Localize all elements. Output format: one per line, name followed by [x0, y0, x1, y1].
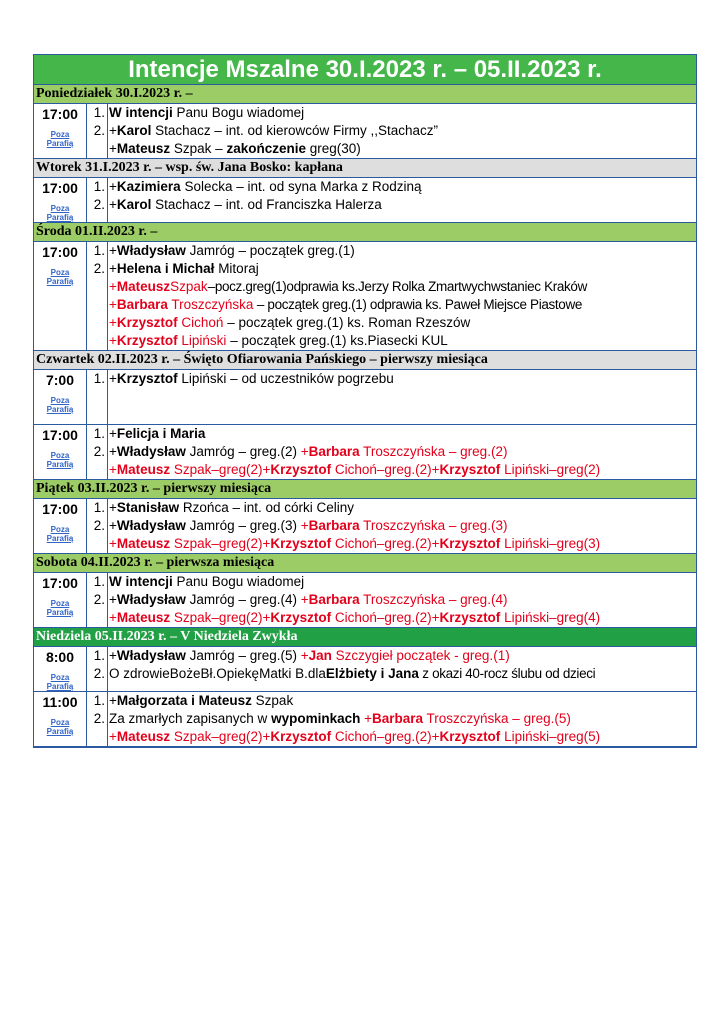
- intention-text: Jamróg – greg.(3): [185, 518, 301, 533]
- intention-line: [109, 425, 696, 443]
- intention-text: W intencji: [109, 574, 173, 589]
- intention-text: O zdrowieBożeBł.OpiekęMatki B.dla: [109, 666, 326, 681]
- mass-time: 17:00: [42, 427, 78, 443]
- intention-line: [109, 535, 696, 553]
- intention-lines: [108, 647, 696, 691]
- intention-text-red: Cichoń–greg.(2)+: [331, 462, 440, 477]
- intention-text: Kazimiera: [116, 179, 181, 194]
- poza-parafia-link[interactable]: Poza Parafią: [46, 451, 74, 469]
- intention-text-red: Cichoń–greg.(2)+: [331, 729, 440, 744]
- intention-text-red: +: [109, 610, 117, 625]
- intention-text: Panu Bogu wiadomej: [172, 105, 305, 120]
- intention-text: +: [109, 123, 117, 138]
- mass-block: [34, 425, 696, 480]
- intention-line: [109, 370, 696, 388]
- intention-text: Krzysztof: [116, 371, 178, 386]
- intention-number: 2.: [93, 711, 105, 726]
- mass-numbers: [87, 425, 108, 479]
- intention-line: [109, 178, 696, 196]
- intention-text-red: Troszczyńska – greg.(2): [359, 444, 508, 459]
- intention-text-red: Krzysztof: [116, 333, 178, 348]
- intention-number: 1.: [93, 574, 105, 589]
- intention-line: [109, 242, 696, 260]
- intention-text: Szpak: [251, 693, 294, 708]
- intention-number: 1.: [93, 648, 105, 663]
- intention-text-red: Barbara: [372, 711, 424, 726]
- days-container: [34, 85, 696, 747]
- intention-text: wypominkach: [271, 711, 361, 726]
- intention-lines: [108, 104, 696, 158]
- intention-text: Władysław: [116, 243, 186, 258]
- intention-text: z okazi 40-rocz ślubu od dzieci: [418, 666, 596, 681]
- intention-text: Władysław: [116, 592, 186, 607]
- mass-time-cell: [34, 242, 87, 350]
- intention-text-red: +: [109, 333, 117, 348]
- intention-text-red: Krzysztof: [116, 315, 178, 330]
- intention-text: Władysław: [116, 648, 186, 663]
- mass-time: 17:00: [42, 501, 78, 517]
- intention-text-red: Barbara: [308, 518, 360, 533]
- intention-text: Władysław: [116, 518, 186, 533]
- intention-text: Karol: [116, 123, 152, 138]
- intention-text-red: Barbara: [116, 297, 168, 312]
- intention-lines: [108, 370, 696, 424]
- mass-time: 11:00: [42, 694, 78, 710]
- intention-text-red: Mateusz: [116, 536, 171, 551]
- intention-text: Stachacz – int. od Franciszka Halerza: [151, 197, 382, 212]
- intention-number: 1.: [93, 500, 105, 515]
- mass-block: [34, 178, 696, 223]
- intention-line: [109, 260, 696, 278]
- mass-block: [34, 573, 696, 628]
- intention-text-red: Cichoń: [177, 315, 224, 330]
- intention-line: [109, 104, 696, 122]
- mass-time-cell: [34, 573, 87, 627]
- intention-lines: [108, 573, 696, 627]
- intention-number: 1.: [93, 426, 105, 441]
- mass-block: [34, 499, 696, 554]
- intention-number: 2.: [93, 261, 105, 276]
- intention-text: +: [109, 426, 117, 441]
- intention-text: Mateusz: [116, 141, 171, 156]
- intention-line: [109, 665, 696, 683]
- intention-text: +: [109, 179, 117, 194]
- day-header: Środa 01.II.2023 r. –: [34, 223, 696, 242]
- intention-text-red: +: [300, 444, 309, 459]
- intention-text: Jamróg – greg.(4): [185, 592, 301, 607]
- intention-text: –pocz.greg(1)odprawia ks.Jerzy Rolka Zmartwychwstaniec Kraków: [207, 279, 587, 294]
- intention-text-red: Mateusz: [116, 610, 171, 625]
- intention-text: Jamróg – greg.(2): [185, 444, 301, 459]
- intention-line: [109, 573, 696, 591]
- intention-text: +: [109, 141, 117, 156]
- intention-text-red: Krzysztof: [270, 462, 332, 477]
- intention-number: 1.: [93, 179, 105, 194]
- poza-parafia-link[interactable]: Poza Parafią: [46, 130, 74, 148]
- poza-parafia-link[interactable]: Poza Parafią: [46, 396, 74, 414]
- intention-text: Helena i Michał: [116, 261, 215, 276]
- mass-block: [34, 692, 696, 747]
- intention-text-red: +: [109, 729, 117, 744]
- intention-text-red: Mateusz: [116, 462, 171, 477]
- mass-time-cell: [34, 104, 87, 158]
- intention-text-red: +: [300, 648, 309, 663]
- intention-text: Stachacz – int. od kierowców Firmy ,,Stachacz”: [151, 123, 439, 138]
- mass-block: [34, 104, 696, 159]
- mass-block: [34, 370, 696, 425]
- mass-numbers: [87, 178, 108, 222]
- intention-text-red: +: [109, 279, 117, 294]
- mass-numbers: [87, 499, 108, 553]
- intention-text-red: Jan: [308, 648, 332, 663]
- intention-text-red: Lipiński–greg(2): [500, 462, 601, 477]
- intention-text: greg(30): [305, 141, 361, 156]
- intention-text-red: +: [109, 462, 117, 477]
- intention-text-red: Krzysztof: [270, 536, 332, 551]
- intention-number: 1.: [93, 243, 105, 258]
- intention-line: [109, 406, 696, 424]
- mass-time-cell: [34, 370, 87, 424]
- poza-parafia-link[interactable]: Poza Parafią: [46, 718, 74, 736]
- intention-text-red: Szpak–greg(2)+: [170, 610, 271, 625]
- intention-line: [109, 388, 696, 406]
- intention-number: 1.: [93, 371, 105, 386]
- intention-number: 2.: [93, 123, 105, 138]
- intention-text: Panu Bogu wiadomej: [172, 574, 305, 589]
- mass-time: 7:00: [45, 372, 75, 388]
- intention-number: 2.: [93, 666, 105, 681]
- intention-text-red: Mateusz: [116, 279, 171, 294]
- intention-text: zakończenie: [226, 141, 306, 156]
- mass-block: [34, 242, 696, 351]
- intention-text-red: +: [109, 315, 117, 330]
- intention-line: [109, 499, 696, 517]
- poza-parafia-link[interactable]: Poza Parafią: [46, 673, 74, 691]
- intention-line: [109, 140, 696, 158]
- intention-text-red: Cichoń–greg.(2)+: [331, 610, 440, 625]
- intention-text-red: Szpak: [170, 279, 208, 294]
- intention-text: W intencji: [109, 105, 173, 120]
- intention-lines: [108, 499, 696, 553]
- intention-text: – początek greg.(1) ks.Piasecki KUL: [226, 333, 448, 348]
- intention-line: [109, 710, 696, 728]
- intention-line: [109, 591, 696, 609]
- poza-parafia-link[interactable]: Poza Parafią: [46, 268, 74, 286]
- intention-text: +: [109, 243, 117, 258]
- intention-text: Karol: [116, 197, 152, 212]
- poza-parafia-link[interactable]: Poza Parafią: [46, 525, 74, 543]
- intention-text-red: Lipiński–greg(3): [500, 536, 601, 551]
- intention-text: Rzońca – int. od córki Celiny: [179, 500, 354, 515]
- mass-time: 8:00: [45, 649, 75, 665]
- intention-text-red: Krzysztof: [270, 610, 332, 625]
- intention-line: [109, 647, 696, 665]
- intentions-table: [33, 54, 697, 748]
- intention-lines: [108, 178, 696, 222]
- intention-text-red: +: [109, 297, 117, 312]
- mass-time: 17:00: [42, 180, 78, 196]
- intention-text: +: [109, 444, 117, 459]
- intention-text-red: Troszczyńska – greg.(5): [423, 711, 571, 726]
- intention-text: Władysław: [116, 444, 186, 459]
- intention-lines: [108, 242, 696, 350]
- mass-time: 17:00: [42, 575, 78, 591]
- intention-line: [109, 332, 696, 350]
- intention-text: +: [109, 197, 117, 212]
- intention-text-red: Krzysztof: [270, 729, 332, 744]
- mass-numbers: [87, 573, 108, 627]
- intention-text-red: +: [300, 518, 309, 533]
- intention-text: Szpak –: [170, 141, 227, 156]
- mass-time: 17:00: [42, 244, 78, 260]
- intention-text: +: [109, 371, 117, 386]
- intention-text: Małgorzata i Mateusz: [116, 693, 252, 708]
- intention-number: 2.: [93, 197, 105, 212]
- intention-text: +: [109, 261, 117, 276]
- intention-text-red: Lipiński: [177, 333, 227, 348]
- intention-line: [109, 122, 696, 140]
- intention-text-red: Szczygieł początek - greg.(1): [331, 648, 510, 663]
- intention-text: Solecka – int. od syna Marka z Rodziną: [180, 179, 422, 194]
- intention-text-red: Krzysztof: [439, 729, 501, 744]
- intention-text-red: Lipiński–greg(4): [500, 610, 601, 625]
- intention-text: +: [109, 500, 117, 515]
- intention-text-red: Troszczyńska: [167, 297, 254, 312]
- intention-text: Elżbiety i Jana: [325, 666, 419, 681]
- intention-text-red: Krzysztof: [439, 536, 501, 551]
- intention-text-red: Szpak–greg(2)+: [170, 729, 271, 744]
- mass-time: 17:00: [42, 106, 78, 122]
- intention-text: +: [109, 693, 117, 708]
- intention-text-red: Krzysztof: [439, 610, 501, 625]
- intention-line: [109, 314, 696, 332]
- day-header: Poniedziałek 30.I.2023 r. –: [34, 85, 696, 104]
- day-header: Czwartek 02.II.2023 r. – Święto Ofiarowania Pańskiego – pierwszy miesiąca: [34, 351, 696, 370]
- day-header: Niedziela 05.II.2023 r. – V Niedziela Zwykła: [34, 628, 696, 647]
- intention-number: 2.: [93, 592, 105, 607]
- intention-text-red: +: [300, 592, 309, 607]
- mass-numbers: [87, 692, 108, 746]
- mass-numbers: [87, 104, 108, 158]
- intention-text-red: +: [109, 536, 117, 551]
- mass-numbers: [87, 370, 108, 424]
- intention-text: Felicja i Maria: [116, 426, 206, 441]
- day-header: Wtorek 31.I.2023 r. – wsp. św. Jana Bosko: kapłana: [34, 159, 696, 178]
- intention-text: – początek greg.(1) ks. Roman Rzeszów: [223, 315, 471, 330]
- mass-time-cell: [34, 692, 87, 746]
- intention-lines: [108, 692, 696, 746]
- intention-text: – początek greg.(1) odprawia ks. Paweł Miejsce Piastowe: [253, 297, 583, 312]
- page-title: Intencje Mszalne 30.I.2023 r. – 05.II.2023 r.: [34, 55, 696, 85]
- intention-text-red: Troszczyńska – greg.(3): [359, 518, 508, 533]
- intention-line: [109, 443, 696, 461]
- intention-text: Jamróg – greg.(5): [185, 648, 301, 663]
- intention-text-red: Lipiński–greg(5): [500, 729, 601, 744]
- mass-time-cell: [34, 647, 87, 691]
- intention-line: [109, 196, 696, 214]
- mass-time-cell: [34, 178, 87, 222]
- intention-text: +: [109, 592, 117, 607]
- intention-text: Za zmarłych zapisanych w: [109, 711, 272, 726]
- mass-block: [34, 647, 696, 692]
- mass-numbers: [87, 242, 108, 350]
- intention-line: [109, 461, 696, 479]
- intention-number: 1.: [93, 105, 105, 120]
- intention-line: [109, 278, 696, 296]
- intention-text-red: Szpak–greg(2)+: [170, 536, 271, 551]
- intention-line: [109, 609, 696, 627]
- poza-parafia-link[interactable]: Poza Parafią: [46, 204, 74, 222]
- day-header: Piątek 03.II.2023 r. – pierwszy miesiąca: [34, 480, 696, 499]
- intention-text: +: [109, 648, 117, 663]
- intention-text-red: Mateusz: [116, 729, 171, 744]
- intention-text: Stanisław: [116, 500, 180, 515]
- intention-line: [109, 517, 696, 535]
- intention-text: Mitoraj: [214, 261, 259, 276]
- intention-text-red: Krzysztof: [439, 462, 501, 477]
- intention-line: [109, 728, 696, 746]
- intention-text-red: +: [364, 711, 372, 726]
- intention-text-red: Szpak–greg(2)+: [170, 462, 271, 477]
- intention-text-red: Barbara: [308, 592, 360, 607]
- intention-text-red: Barbara: [308, 444, 360, 459]
- mass-numbers: [87, 647, 108, 691]
- intention-text: +: [109, 518, 117, 533]
- intention-line: [109, 296, 696, 314]
- intention-number: 2.: [93, 518, 105, 533]
- intention-lines: [108, 425, 696, 479]
- poza-parafia-link[interactable]: Poza Parafią: [46, 599, 74, 617]
- intention-number: 2.: [93, 444, 105, 459]
- intention-number: 1.: [93, 693, 105, 708]
- mass-time-cell: [34, 425, 87, 479]
- intention-text: Jamróg – początek greg.(1): [185, 243, 355, 258]
- day-header: Sobota 04.II.2023 r. – pierwsza miesiąca: [34, 554, 696, 573]
- intention-line: [109, 692, 696, 710]
- intention-text: Lipiński – od uczestników pogrzebu: [177, 371, 394, 386]
- intention-text-red: Troszczyńska – greg.(4): [359, 592, 508, 607]
- intention-text-red: Cichoń–greg.(2)+: [331, 536, 440, 551]
- mass-time-cell: [34, 499, 87, 553]
